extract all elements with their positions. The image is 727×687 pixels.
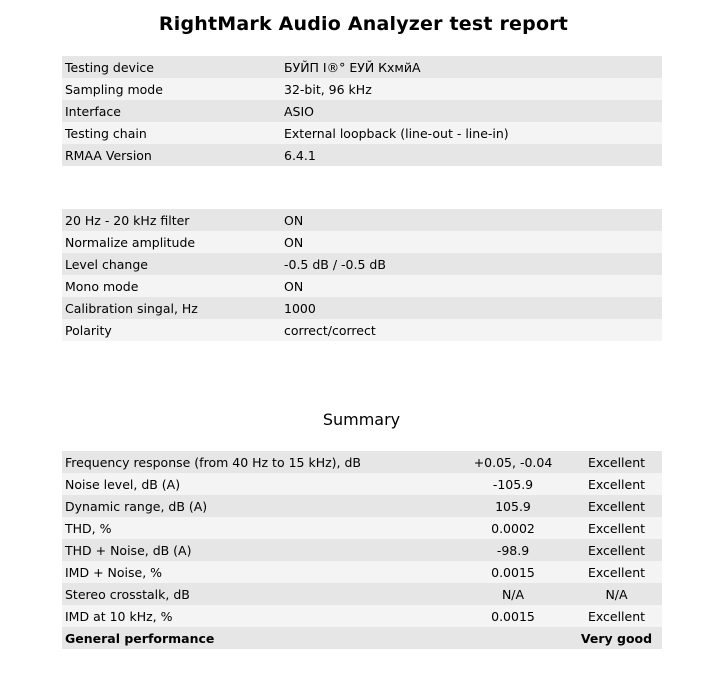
row-label: Dynamic range, dB (A) (62, 495, 455, 517)
row-label: Normalize amplitude (62, 231, 281, 253)
table-row (62, 517, 662, 539)
row-label: Interface (62, 100, 281, 122)
row-value: 0.0015 (455, 605, 571, 627)
row-value: -98.9 (455, 539, 571, 561)
row-value: -0.5 dB / -0.5 dB (281, 253, 662, 275)
row-label: Mono mode (62, 275, 281, 297)
row-value: ASIO (281, 100, 662, 122)
row-label: 20 Hz - 20 kHz filter (62, 209, 281, 231)
table-row (62, 583, 662, 605)
table-row (62, 253, 662, 275)
table-row (62, 231, 662, 253)
row-value: 6.4.1 (281, 144, 662, 166)
row-value: -105.9 (455, 473, 571, 495)
row-value: ON (281, 209, 662, 231)
table-row (62, 275, 662, 297)
row-rating: Excellent (571, 605, 662, 627)
row-rating: N/A (571, 583, 662, 605)
general-performance-rating: Very good (571, 627, 662, 649)
general-performance-value (455, 627, 571, 649)
row-label: Testing device (62, 56, 281, 78)
settings-table (62, 209, 662, 341)
row-rating: Excellent (571, 495, 662, 517)
table-row (62, 122, 662, 144)
row-value: БУЙП I®° ЕУЙ КхмйА (281, 56, 662, 78)
row-value: External loopback (line-out - line-in) (281, 122, 662, 144)
table-row (62, 209, 662, 231)
row-label: RMAA Version (62, 144, 281, 166)
row-label: Polarity (62, 319, 281, 341)
row-value: correct/correct (281, 319, 662, 341)
row-label: Noise level, dB (A) (62, 473, 455, 495)
general-performance-row (62, 627, 662, 649)
row-value: 0.0002 (455, 517, 571, 539)
row-rating: Excellent (571, 473, 662, 495)
row-label: Testing chain (62, 122, 281, 144)
row-label: Stereo crosstalk, dB (62, 583, 455, 605)
row-value: 0.0015 (455, 561, 571, 583)
row-value: N/A (455, 583, 571, 605)
row-rating: Excellent (571, 561, 662, 583)
summary-heading: Summary (322, 410, 401, 429)
summary-table (62, 451, 662, 649)
report-title: RightMark Audio Analyzer test report (158, 13, 569, 35)
row-value: +0.05, -0.04 (455, 451, 571, 473)
row-value: ON (281, 275, 662, 297)
table-row (62, 56, 662, 78)
table-row (62, 319, 662, 341)
row-label: THD + Noise, dB (A) (62, 539, 455, 561)
row-value: 105.9 (455, 495, 571, 517)
row-rating: Excellent (571, 517, 662, 539)
row-rating: Excellent (571, 451, 662, 473)
table-row (62, 100, 662, 122)
row-label: Calibration singal, Hz (62, 297, 281, 319)
table-row (62, 561, 662, 583)
table-row (62, 451, 662, 473)
row-label: Sampling mode (62, 78, 281, 100)
row-label: Frequency response (from 40 Hz to 15 kHz), dB (62, 451, 455, 473)
device-info-table (62, 56, 662, 166)
table-row (62, 78, 662, 100)
row-label: IMD at 10 kHz, % (62, 605, 455, 627)
table-row (62, 144, 662, 166)
row-rating: Excellent (571, 539, 662, 561)
table-row (62, 605, 662, 627)
row-label: Level change (62, 253, 281, 275)
table-row (62, 539, 662, 561)
table-row (62, 473, 662, 495)
table-row (62, 297, 662, 319)
row-label: THD, % (62, 517, 455, 539)
table-row (62, 495, 662, 517)
row-value: 32-bit, 96 kHz (281, 78, 662, 100)
general-performance-label: General performance (62, 627, 455, 649)
row-label: IMD + Noise, % (62, 561, 455, 583)
row-value: ON (281, 231, 662, 253)
row-value: 1000 (281, 297, 662, 319)
